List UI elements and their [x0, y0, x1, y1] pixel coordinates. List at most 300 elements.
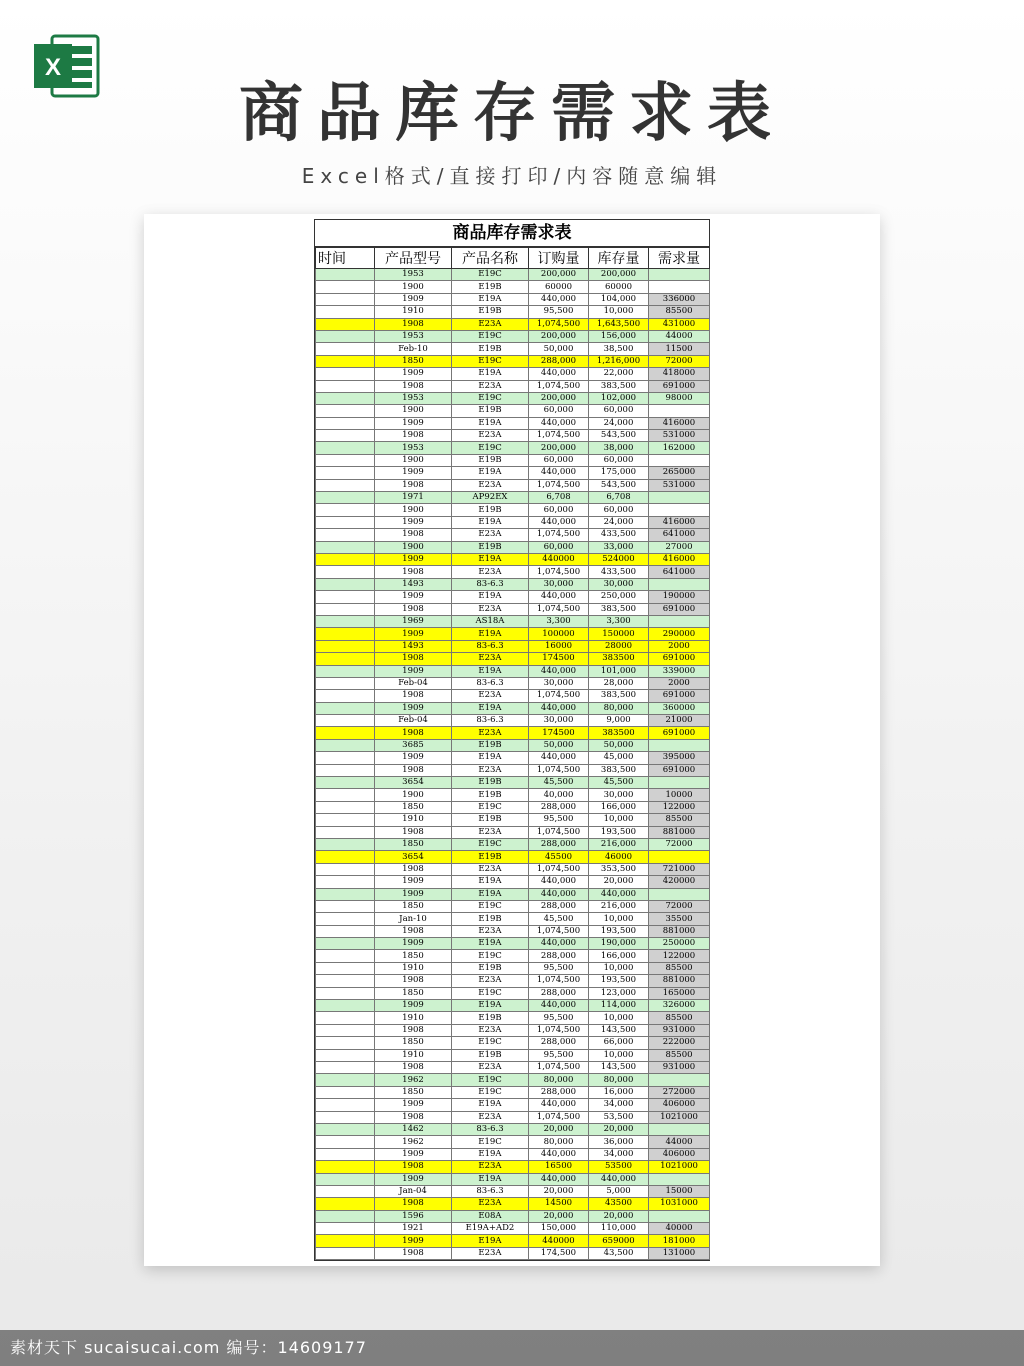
cell-time[interactable] [316, 293, 375, 305]
cell-ordered[interactable]: 6,708 [529, 492, 589, 504]
cell-ordered[interactable]: 16500 [529, 1161, 589, 1173]
cell-demand[interactable]: 10000 [649, 789, 710, 801]
cell-model[interactable]: 1909 [375, 628, 452, 640]
cell-stock[interactable]: 80,000 [589, 1074, 649, 1086]
cell-time[interactable] [316, 814, 375, 826]
cell-name[interactable]: E19A [452, 665, 529, 677]
cell-stock[interactable]: 216,000 [589, 900, 649, 912]
cell-demand[interactable]: 691000 [649, 653, 710, 665]
cell-name[interactable]: E19B [452, 306, 529, 318]
cell-ordered[interactable]: 440,000 [529, 417, 589, 429]
cell-demand[interactable]: 1021000 [649, 1161, 710, 1173]
cell-name[interactable]: E19A [452, 752, 529, 764]
cell-time[interactable] [316, 281, 375, 293]
cell-time[interactable] [316, 1136, 375, 1148]
cell-ordered[interactable]: 440,000 [529, 1099, 589, 1111]
cell-time[interactable] [316, 777, 375, 789]
cell-stock[interactable]: 193,500 [589, 826, 649, 838]
cell-stock[interactable]: 33,000 [589, 541, 649, 553]
cell-stock[interactable]: 80,000 [589, 702, 649, 714]
cell-model[interactable]: 1909 [375, 293, 452, 305]
cell-stock[interactable]: 43500 [589, 1198, 649, 1210]
cell-name[interactable]: E23A [452, 1198, 529, 1210]
cell-time[interactable] [316, 1173, 375, 1185]
cell-model[interactable]: 1900 [375, 504, 452, 516]
cell-demand[interactable] [649, 578, 710, 590]
cell-demand[interactable]: 691000 [649, 727, 710, 739]
cell-stock[interactable]: 50,000 [589, 739, 649, 751]
cell-stock[interactable]: 45,000 [589, 752, 649, 764]
cell-model[interactable]: 1908 [375, 975, 452, 987]
cell-demand[interactable]: 40000 [649, 1223, 710, 1235]
cell-time[interactable] [316, 1062, 375, 1074]
cell-time[interactable] [316, 392, 375, 404]
cell-name[interactable]: E19A [452, 702, 529, 714]
cell-ordered[interactable]: 200,000 [529, 330, 589, 342]
cell-name[interactable]: E19A [452, 1000, 529, 1012]
cell-ordered[interactable]: 288,000 [529, 1086, 589, 1098]
cell-model[interactable]: 1908 [375, 430, 452, 442]
cell-name[interactable]: E23A [452, 603, 529, 615]
cell-stock[interactable]: 60,000 [589, 504, 649, 516]
cell-time[interactable] [316, 553, 375, 565]
cell-ordered[interactable]: 45500 [529, 851, 589, 863]
cell-time[interactable] [316, 269, 375, 281]
cell-demand[interactable]: 336000 [649, 293, 710, 305]
cell-stock[interactable]: 34,000 [589, 1099, 649, 1111]
cell-ordered[interactable]: 1,074,500 [529, 1024, 589, 1036]
cell-name[interactable]: E23A [452, 1024, 529, 1036]
cell-ordered[interactable]: 3,300 [529, 615, 589, 627]
cell-ordered[interactable]: 80,000 [529, 1136, 589, 1148]
cell-ordered[interactable]: 288,000 [529, 355, 589, 367]
cell-time[interactable] [316, 801, 375, 813]
cell-name[interactable]: AP92EX [452, 492, 529, 504]
cell-ordered[interactable]: 14500 [529, 1198, 589, 1210]
cell-name[interactable]: E23A [452, 318, 529, 330]
cell-time[interactable] [316, 467, 375, 479]
cell-time[interactable] [316, 1012, 375, 1024]
cell-stock[interactable]: 10,000 [589, 814, 649, 826]
cell-name[interactable]: E19B [452, 405, 529, 417]
cell-model[interactable]: 1909 [375, 1148, 452, 1160]
cell-time[interactable] [316, 603, 375, 615]
cell-ordered[interactable]: 440,000 [529, 467, 589, 479]
cell-name[interactable]: 83-6.3 [452, 715, 529, 727]
cell-stock[interactable]: 20,000 [589, 1123, 649, 1135]
cell-ordered[interactable]: 1,074,500 [529, 529, 589, 541]
cell-demand[interactable]: 72000 [649, 355, 710, 367]
cell-name[interactable]: E19A [452, 368, 529, 380]
cell-time[interactable] [316, 430, 375, 442]
cell-stock[interactable]: 30,000 [589, 578, 649, 590]
cell-demand[interactable]: 691000 [649, 380, 710, 392]
cell-stock[interactable]: 5,000 [589, 1185, 649, 1197]
cell-ordered[interactable]: 95,500 [529, 306, 589, 318]
cell-name[interactable]: E23A [452, 653, 529, 665]
cell-ordered[interactable]: 95,500 [529, 814, 589, 826]
cell-name[interactable]: E19C [452, 801, 529, 813]
cell-ordered[interactable]: 288,000 [529, 1037, 589, 1049]
cell-ordered[interactable]: 1,074,500 [529, 863, 589, 875]
cell-name[interactable]: E19B [452, 541, 529, 553]
cell-ordered[interactable]: 1,074,500 [529, 603, 589, 615]
cell-demand[interactable]: 85500 [649, 1049, 710, 1061]
cell-name[interactable]: 83-6.3 [452, 677, 529, 689]
cell-ordered[interactable]: 440,000 [529, 516, 589, 528]
cell-ordered[interactable]: 1,074,500 [529, 690, 589, 702]
cell-demand[interactable]: 165000 [649, 987, 710, 999]
cell-name[interactable]: E19B [452, 777, 529, 789]
cell-time[interactable] [316, 368, 375, 380]
cell-name[interactable]: E23A [452, 430, 529, 442]
cell-ordered[interactable]: 60,000 [529, 541, 589, 553]
cell-name[interactable]: E19A [452, 876, 529, 888]
cell-stock[interactable]: 28,000 [589, 677, 649, 689]
cell-name[interactable]: E19C [452, 1086, 529, 1098]
cell-name[interactable]: E19A [452, 1148, 529, 1160]
cell-name[interactable]: E19B [452, 504, 529, 516]
cell-ordered[interactable]: 20,000 [529, 1123, 589, 1135]
cell-stock[interactable]: 383,500 [589, 380, 649, 392]
cell-ordered[interactable]: 30,000 [529, 677, 589, 689]
cell-model[interactable]: 1971 [375, 492, 452, 504]
cell-name[interactable]: E19A [452, 1099, 529, 1111]
cell-time[interactable] [316, 739, 375, 751]
cell-name[interactable]: E19A [452, 888, 529, 900]
cell-demand[interactable]: 181000 [649, 1235, 710, 1247]
cell-stock[interactable]: 10,000 [589, 1049, 649, 1061]
cell-stock[interactable]: 20,000 [589, 876, 649, 888]
cell-demand[interactable]: 881000 [649, 826, 710, 838]
cell-model[interactable]: 1908 [375, 727, 452, 739]
cell-time[interactable] [316, 727, 375, 739]
cell-demand[interactable]: 418000 [649, 368, 710, 380]
cell-name[interactable]: E23A [452, 727, 529, 739]
cell-name[interactable]: 83-6.3 [452, 1123, 529, 1135]
cell-ordered[interactable]: 440,000 [529, 702, 589, 714]
cell-name[interactable]: E19A [452, 293, 529, 305]
cell-model[interactable]: 1908 [375, 690, 452, 702]
cell-ordered[interactable]: 440,000 [529, 1148, 589, 1160]
cell-time[interactable] [316, 1074, 375, 1086]
cell-name[interactable]: E19B [452, 739, 529, 751]
cell-model[interactable]: 1900 [375, 405, 452, 417]
cell-stock[interactable]: 659000 [589, 1235, 649, 1247]
cell-stock[interactable]: 60,000 [589, 405, 649, 417]
cell-demand[interactable]: 85500 [649, 306, 710, 318]
cell-model[interactable]: 1908 [375, 826, 452, 838]
cell-demand[interactable] [649, 851, 710, 863]
cell-ordered[interactable]: 60,000 [529, 454, 589, 466]
cell-ordered[interactable]: 288,000 [529, 900, 589, 912]
cell-name[interactable]: E19B [452, 789, 529, 801]
cell-demand[interactable]: 190000 [649, 591, 710, 603]
cell-name[interactable]: AS18A [452, 615, 529, 627]
cell-demand[interactable]: 250000 [649, 938, 710, 950]
cell-name[interactable]: E19A [452, 553, 529, 565]
cell-name[interactable]: E19B [452, 851, 529, 863]
cell-demand[interactable]: 15000 [649, 1185, 710, 1197]
cell-time[interactable] [316, 1000, 375, 1012]
cell-model[interactable]: 1909 [375, 553, 452, 565]
cell-demand[interactable]: 85500 [649, 1012, 710, 1024]
cell-time[interactable] [316, 1223, 375, 1235]
cell-time[interactable] [316, 764, 375, 776]
cell-ordered[interactable]: 440,000 [529, 888, 589, 900]
cell-ordered[interactable]: 1,074,500 [529, 975, 589, 987]
cell-time[interactable] [316, 1198, 375, 1210]
cell-model[interactable]: 1962 [375, 1136, 452, 1148]
cell-ordered[interactable]: 1,074,500 [529, 1062, 589, 1074]
cell-demand[interactable]: 531000 [649, 430, 710, 442]
cell-model[interactable]: 1909 [375, 938, 452, 950]
cell-demand[interactable]: 162000 [649, 442, 710, 454]
cell-model[interactable]: 1850 [375, 838, 452, 850]
cell-demand[interactable]: 360000 [649, 702, 710, 714]
cell-demand[interactable]: 222000 [649, 1037, 710, 1049]
cell-ordered[interactable]: 440000 [529, 1235, 589, 1247]
cell-name[interactable]: E23A [452, 1161, 529, 1173]
cell-name[interactable]: E08A [452, 1210, 529, 1222]
cell-model[interactable]: 1909 [375, 752, 452, 764]
cell-model[interactable]: 1909 [375, 1173, 452, 1185]
cell-demand[interactable]: 272000 [649, 1086, 710, 1098]
cell-demand[interactable]: 1031000 [649, 1198, 710, 1210]
cell-time[interactable] [316, 863, 375, 875]
cell-name[interactable]: E19A [452, 1235, 529, 1247]
cell-demand[interactable]: 531000 [649, 479, 710, 491]
cell-stock[interactable]: 101,000 [589, 665, 649, 677]
cell-name[interactable]: E19C [452, 838, 529, 850]
cell-demand[interactable]: 265000 [649, 467, 710, 479]
cell-time[interactable] [316, 665, 375, 677]
cell-name[interactable]: E19A+AD2 [452, 1223, 529, 1235]
cell-name[interactable]: E23A [452, 826, 529, 838]
cell-model[interactable]: 1908 [375, 1024, 452, 1036]
cell-ordered[interactable]: 174,500 [529, 1247, 589, 1259]
cell-ordered[interactable]: 440,000 [529, 665, 589, 677]
cell-demand[interactable]: 881000 [649, 975, 710, 987]
cell-name[interactable]: E19C [452, 330, 529, 342]
cell-ordered[interactable]: 440,000 [529, 368, 589, 380]
cell-time[interactable] [316, 306, 375, 318]
cell-demand[interactable]: 1021000 [649, 1111, 710, 1123]
cell-ordered[interactable]: 1,074,500 [529, 925, 589, 937]
cell-ordered[interactable]: 200,000 [529, 442, 589, 454]
cell-name[interactable]: E19A [452, 628, 529, 640]
cell-ordered[interactable]: 20,000 [529, 1185, 589, 1197]
cell-ordered[interactable]: 440,000 [529, 591, 589, 603]
cell-model[interactable]: 1493 [375, 640, 452, 652]
cell-name[interactable]: E19C [452, 1136, 529, 1148]
cell-demand[interactable]: 44000 [649, 330, 710, 342]
cell-time[interactable] [316, 1037, 375, 1049]
cell-stock[interactable]: 53500 [589, 1161, 649, 1173]
cell-name[interactable]: E19C [452, 1037, 529, 1049]
cell-ordered[interactable]: 95,500 [529, 1012, 589, 1024]
cell-demand[interactable]: 85500 [649, 962, 710, 974]
cell-ordered[interactable]: 440,000 [529, 938, 589, 950]
cell-stock[interactable]: 123,000 [589, 987, 649, 999]
cell-model[interactable]: 1909 [375, 888, 452, 900]
cell-name[interactable]: E23A [452, 1111, 529, 1123]
cell-model[interactable]: 1909 [375, 1235, 452, 1247]
cell-stock[interactable]: 60,000 [589, 454, 649, 466]
cell-demand[interactable] [649, 504, 710, 516]
cell-stock[interactable]: 150000 [589, 628, 649, 640]
cell-ordered[interactable]: 50,000 [529, 343, 589, 355]
cell-model[interactable]: 1908 [375, 529, 452, 541]
cell-stock[interactable]: 30,000 [589, 789, 649, 801]
cell-stock[interactable]: 250,000 [589, 591, 649, 603]
cell-model[interactable]: 1908 [375, 318, 452, 330]
cell-stock[interactable]: 543,500 [589, 479, 649, 491]
cell-stock[interactable]: 156,000 [589, 330, 649, 342]
cell-stock[interactable]: 10,000 [589, 962, 649, 974]
cell-name[interactable]: E23A [452, 690, 529, 702]
cell-stock[interactable]: 193,500 [589, 925, 649, 937]
cell-time[interactable] [316, 1235, 375, 1247]
cell-model[interactable]: 1909 [375, 591, 452, 603]
cell-model[interactable]: 1493 [375, 578, 452, 590]
cell-model[interactable]: 1908 [375, 1247, 452, 1259]
cell-name[interactable]: E19A [452, 467, 529, 479]
cell-demand[interactable]: 85500 [649, 814, 710, 826]
cell-ordered[interactable]: 1,074,500 [529, 318, 589, 330]
cell-time[interactable] [316, 677, 375, 689]
cell-time[interactable] [316, 1148, 375, 1160]
cell-model[interactable]: 1962 [375, 1074, 452, 1086]
cell-ordered[interactable]: 50,000 [529, 739, 589, 751]
cell-time[interactable] [316, 479, 375, 491]
cell-ordered[interactable]: 100000 [529, 628, 589, 640]
cell-time[interactable] [316, 950, 375, 962]
cell-time[interactable] [316, 1185, 375, 1197]
cell-ordered[interactable]: 174500 [529, 727, 589, 739]
cell-demand[interactable]: 98000 [649, 392, 710, 404]
cell-ordered[interactable]: 174500 [529, 653, 589, 665]
cell-name[interactable]: E19A [452, 1173, 529, 1185]
cell-demand[interactable]: 721000 [649, 863, 710, 875]
cell-stock[interactable]: 60000 [589, 281, 649, 293]
cell-time[interactable] [316, 628, 375, 640]
cell-name[interactable]: E23A [452, 529, 529, 541]
cell-name[interactable]: E23A [452, 925, 529, 937]
cell-stock[interactable]: 53,500 [589, 1111, 649, 1123]
cell-time[interactable] [316, 516, 375, 528]
cell-stock[interactable]: 166,000 [589, 801, 649, 813]
cell-ordered[interactable]: 95,500 [529, 1049, 589, 1061]
cell-name[interactable]: E19C [452, 1074, 529, 1086]
cell-time[interactable] [316, 925, 375, 937]
cell-demand[interactable]: 339000 [649, 665, 710, 677]
cell-name[interactable]: E19B [452, 962, 529, 974]
cell-model[interactable]: 1909 [375, 665, 452, 677]
cell-stock[interactable]: 3,300 [589, 615, 649, 627]
cell-name[interactable]: E23A [452, 479, 529, 491]
cell-ordered[interactable]: 1,074,500 [529, 1111, 589, 1123]
cell-demand[interactable]: 27000 [649, 541, 710, 553]
cell-demand[interactable]: 2000 [649, 640, 710, 652]
cell-model[interactable]: 1953 [375, 269, 452, 281]
cell-stock[interactable]: 190,000 [589, 938, 649, 950]
cell-time[interactable] [316, 454, 375, 466]
cell-model[interactable]: 1908 [375, 1198, 452, 1210]
cell-stock[interactable]: 143,500 [589, 1062, 649, 1074]
cell-demand[interactable] [649, 281, 710, 293]
cell-time[interactable] [316, 752, 375, 764]
cell-stock[interactable]: 43,500 [589, 1247, 649, 1259]
cell-time[interactable] [316, 900, 375, 912]
cell-model[interactable]: 1909 [375, 467, 452, 479]
cell-model[interactable]: 1953 [375, 330, 452, 342]
cell-name[interactable]: 83-6.3 [452, 578, 529, 590]
cell-demand[interactable]: 72000 [649, 900, 710, 912]
cell-time[interactable] [316, 715, 375, 727]
cell-ordered[interactable]: 440,000 [529, 752, 589, 764]
cell-model[interactable]: 1909 [375, 876, 452, 888]
cell-ordered[interactable]: 20,000 [529, 1210, 589, 1222]
cell-ordered[interactable]: 440,000 [529, 876, 589, 888]
cell-stock[interactable]: 46000 [589, 851, 649, 863]
cell-time[interactable] [316, 876, 375, 888]
cell-demand[interactable]: 35500 [649, 913, 710, 925]
cell-demand[interactable]: 2000 [649, 677, 710, 689]
cell-model[interactable]: 3654 [375, 851, 452, 863]
cell-name[interactable]: E19C [452, 987, 529, 999]
cell-demand[interactable]: 420000 [649, 876, 710, 888]
cell-demand[interactable]: 122000 [649, 801, 710, 813]
cell-stock[interactable]: 143,500 [589, 1024, 649, 1036]
cell-time[interactable] [316, 380, 375, 392]
cell-ordered[interactable]: 1,074,500 [529, 764, 589, 776]
cell-model[interactable]: 1908 [375, 380, 452, 392]
cell-stock[interactable]: 383500 [589, 727, 649, 739]
cell-model[interactable]: 1850 [375, 355, 452, 367]
cell-ordered[interactable]: 440,000 [529, 1000, 589, 1012]
cell-stock[interactable]: 45,500 [589, 777, 649, 789]
cell-demand[interactable]: 406000 [649, 1099, 710, 1111]
cell-demand[interactable]: 21000 [649, 715, 710, 727]
cell-model[interactable]: 1908 [375, 925, 452, 937]
cell-name[interactable]: E19C [452, 442, 529, 454]
cell-stock[interactable]: 24,000 [589, 417, 649, 429]
cell-model[interactable]: 1900 [375, 281, 452, 293]
cell-model[interactable]: 1850 [375, 1037, 452, 1049]
cell-stock[interactable]: 216,000 [589, 838, 649, 850]
cell-model[interactable]: 1462 [375, 1123, 452, 1135]
cell-time[interactable] [316, 789, 375, 801]
cell-model[interactable]: 1969 [375, 615, 452, 627]
cell-ordered[interactable]: 45,500 [529, 913, 589, 925]
cell-ordered[interactable]: 1,074,500 [529, 380, 589, 392]
cell-model[interactable]: 1921 [375, 1223, 452, 1235]
cell-time[interactable] [316, 962, 375, 974]
cell-time[interactable] [316, 690, 375, 702]
cell-time[interactable] [316, 1161, 375, 1173]
cell-demand[interactable]: 691000 [649, 690, 710, 702]
cell-name[interactable]: 83-6.3 [452, 640, 529, 652]
cell-demand[interactable]: 72000 [649, 838, 710, 850]
cell-stock[interactable]: 9,000 [589, 715, 649, 727]
cell-model[interactable]: Feb-04 [375, 715, 452, 727]
cell-stock[interactable]: 440,000 [589, 888, 649, 900]
cell-demand[interactable] [649, 1210, 710, 1222]
cell-ordered[interactable]: 1,074,500 [529, 430, 589, 442]
cell-time[interactable] [316, 888, 375, 900]
cell-stock[interactable]: 110,000 [589, 1223, 649, 1235]
